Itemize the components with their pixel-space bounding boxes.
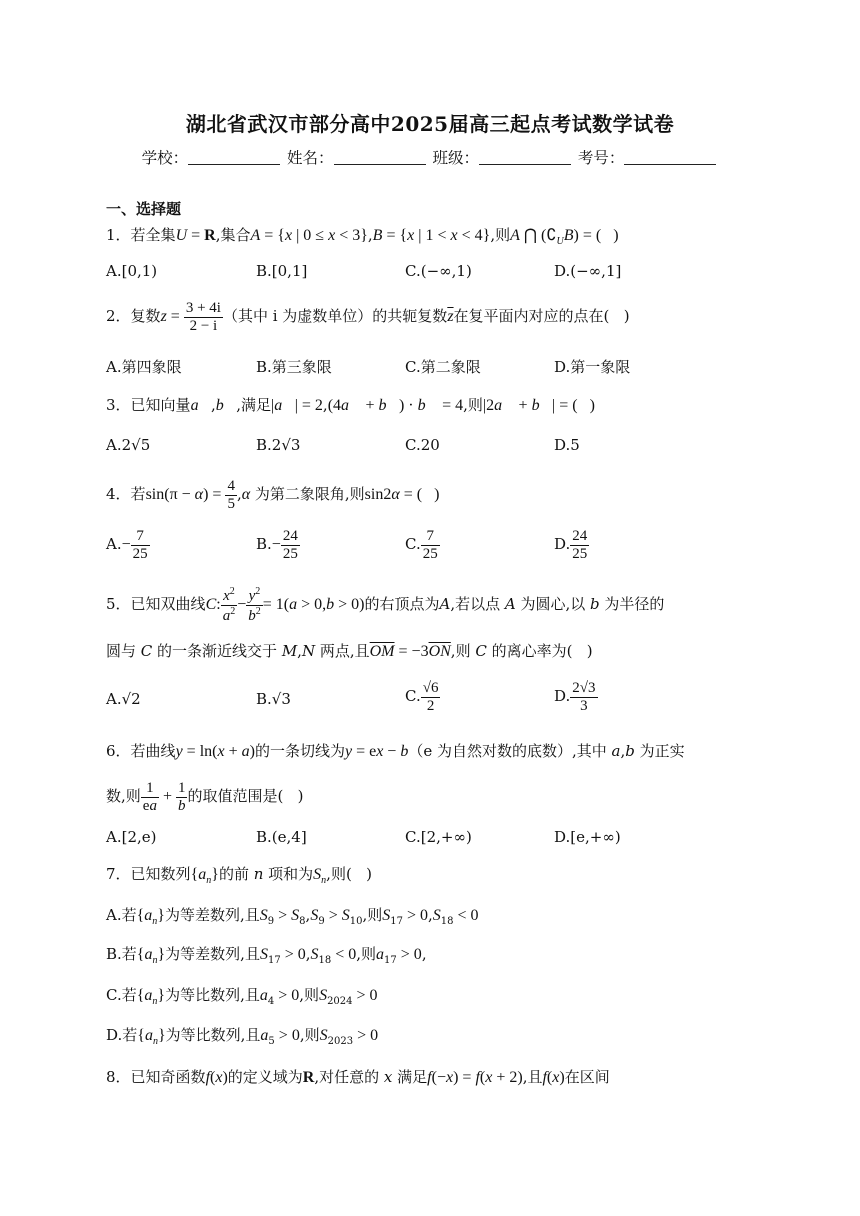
q5-option-a[interactable]: A.√2 <box>106 690 141 708</box>
question-4: 4．若sin(π − α) = $\frac{4}{5}$ ,α 为第二象限角,则sin2α = ( ) <box>106 478 440 512</box>
question-7: 7．已知数列$\{a_n\}$的前 n 项和为$S_n$,则( ) <box>106 865 372 887</box>
question-2: 2．复数z = $\frac{3 + 4i}{2 - i}$ （其中 i 为虚数单位）的共轭复数$\overline{z}$在复平面内对应的点在( ) <box>106 300 630 334</box>
q3-option-c[interactable]: C.20 <box>405 436 440 454</box>
q3-option-a[interactable]: A.2√5 <box>106 436 151 454</box>
q5-option-c[interactable]: C. $\frac{√6}{2}$ <box>405 680 439 714</box>
question-6: 6．若曲线y = ln(x + a)的一条切线为y = ex − b（e 为自然对数的底数）,其中 a,b 为正实 <box>106 742 685 760</box>
q7-option-c[interactable]: C.若$\{a_n\}$为等比数列,且$a_4 > 0$,则$S_{2024} > 0$ <box>106 986 378 1008</box>
name-blank[interactable] <box>334 150 426 165</box>
q4-option-c[interactable]: C. $\frac{7}{25}$ <box>405 528 438 562</box>
q4-option-d[interactable]: D. $\frac{24}{25}$ <box>554 528 588 562</box>
question-number: 6． <box>106 742 131 760</box>
exam-title: 湖北省武汉市部分高中2025届高三起点考试数学试卷 <box>185 112 675 136</box>
question-number: 2． <box>106 307 131 325</box>
student-info-line <box>0 146 860 168</box>
question-number: 4． <box>106 485 131 503</box>
question-8: 8．已知奇函数f(x)的定义域为R,对任意的 x 满足f(−x) = f(x + 2),且f(x)在区间 <box>106 1068 610 1086</box>
question-1: 1．若全集U = R,集合A = {x | 0 ≤ x < 3},B = {x | 1 < x < 4},则A ⋂ $(∁_UB)$ = ( ) <box>106 226 619 248</box>
q3-option-b[interactable]: B.2√3 <box>256 436 301 454</box>
q5-option-b[interactable]: B.√3 <box>256 690 291 708</box>
q6-option-c[interactable]: C.[2,+∞) <box>405 828 472 846</box>
q5-option-d[interactable]: D. $\frac{2√3}{3}$ <box>554 680 596 714</box>
q2-option-c[interactable]: C.第二象限 <box>405 358 481 376</box>
question-number: 7． <box>106 865 131 883</box>
q1-option-b[interactable]: B.[0,1] <box>256 262 308 280</box>
question-number: 3． <box>106 396 131 414</box>
question-5: 5．已知双曲线C: $\frac{x^2}{a^2}$ − $\frac{y^2}{b^2}$ = 1(a > 0,b > 0)的右顶点为A,若以点 A 为圆心,以 b 为半径的 <box>106 586 665 624</box>
q1-option-c[interactable]: C.(−∞,1) <box>405 262 472 280</box>
section-heading: 一、选择题 <box>106 200 182 218</box>
q3-option-d[interactable]: D.5 <box>554 436 580 454</box>
school-blank[interactable] <box>188 150 280 165</box>
q7-option-a[interactable]: A.若$\{a_n\}$为等差数列,且$S_9 > S_8,S_9 > S_{10}$,则$S_{17} > 0,S_{18} < 0$ <box>106 906 479 928</box>
exam-number-label: 考号： <box>577 149 625 167</box>
exam-number-blank[interactable] <box>624 150 716 165</box>
question-number: 1． <box>106 226 131 244</box>
q6-option-b[interactable]: B.(e,4] <box>256 828 307 846</box>
q4-option-a[interactable]: A.− $\frac{7}{25}$ <box>106 528 148 562</box>
class-blank[interactable] <box>479 150 571 165</box>
q2-option-d[interactable]: D.第一象限 <box>554 358 631 376</box>
q1-option-a[interactable]: A.[0,1) <box>106 262 158 280</box>
question-3: 3．已知向量a⃗,b⃗,满足|a⃗| = 2,(4a⃗ + b⃗) · b⃗ = 4,则|2a⃗ + b⃗| = ( ) <box>106 396 595 414</box>
school-label: 学校： <box>141 149 189 167</box>
question-6-cont: 数,则 $\frac{1}{ea}$ + $\frac{1}{b}$ 的取值范围是( ) <box>106 780 304 814</box>
q2-option-b[interactable]: B.第三象限 <box>256 358 332 376</box>
q2-option-a[interactable]: A.第四象限 <box>106 358 182 376</box>
class-label: 班级： <box>432 149 479 167</box>
q6-option-a[interactable]: A.[2,e) <box>106 828 157 846</box>
question-number: 8． <box>106 1068 131 1086</box>
q4-option-b[interactable]: B.− $\frac{24}{25}$ <box>256 528 298 562</box>
question-number: 5． <box>106 595 131 613</box>
question-5-cont: 圆与 C 的一条渐近线交于 M,N 两点,且$\overline{OM} = -3\overline{ON}$,则 C 的离心率为( ) <box>106 642 593 660</box>
q1-option-d[interactable]: D.(−∞,1] <box>554 262 622 280</box>
q7-option-d[interactable]: D.若$\{a_n\}$为等比数列,且$a_5 > 0$,则$S_{2023} > 0$ <box>106 1026 379 1048</box>
name-label: 姓名： <box>287 149 334 167</box>
q7-option-b[interactable]: B.若$\{a_n\}$为等差数列,且$S_{17} > 0,S_{18} < 0$,则$a_{17} > 0$, <box>106 945 427 967</box>
q6-option-d[interactable]: D.[e,+∞) <box>554 828 621 846</box>
